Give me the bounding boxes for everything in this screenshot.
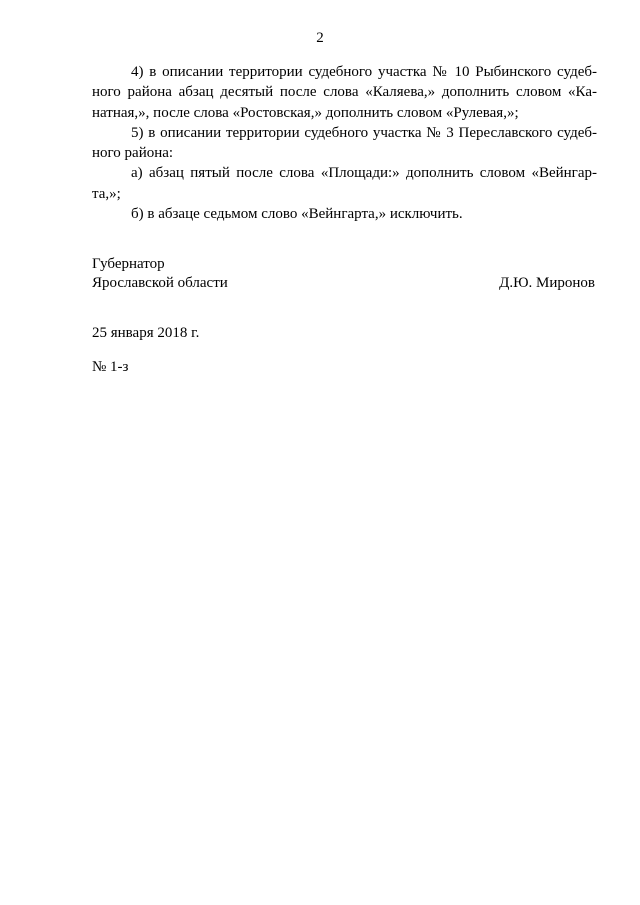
- page-number: 2: [316, 30, 324, 46]
- signatory-position-line-1: Губернатор: [92, 256, 165, 272]
- signature-block: [92, 255, 595, 293]
- paragraph-5-line-1: 5) в описании территории судебного участка № 3 Переславского судеб-: [131, 124, 597, 141]
- subparagraph-a-line-2: та,»;: [92, 185, 121, 202]
- paragraph-4-line-1: 4) в описании территории судебного участка № 10 Рыбинского судеб-: [131, 64, 597, 80]
- signatory-name: Д.Ю. Миронов: [499, 275, 595, 291]
- document-body: [92, 62, 597, 224]
- signatory-position-line-2: Ярославской области: [92, 275, 228, 291]
- paragraph-4-line-3: натная,», после слова «Ростовская,» дополнить словом «Рулевая,»;: [92, 104, 519, 121]
- subparagraph-b-line-1: б) в абзаце седьмом слово «Вейнгарта,» исключить.: [131, 206, 463, 223]
- document-date: 25 января 2018 г.: [92, 325, 200, 341]
- paragraph-5-line-2: ного района:: [92, 145, 174, 162]
- document-number: № 1-з: [92, 359, 129, 375]
- paragraph-4-line-2: ного района абзац десятый после слова «Каляева,» дополнить словом «Ка-: [92, 84, 597, 101]
- subparagraph-a-line-1: а) абзац пятый после слова «Площади:» дополнить словом «Вейнгар-: [131, 165, 597, 182]
